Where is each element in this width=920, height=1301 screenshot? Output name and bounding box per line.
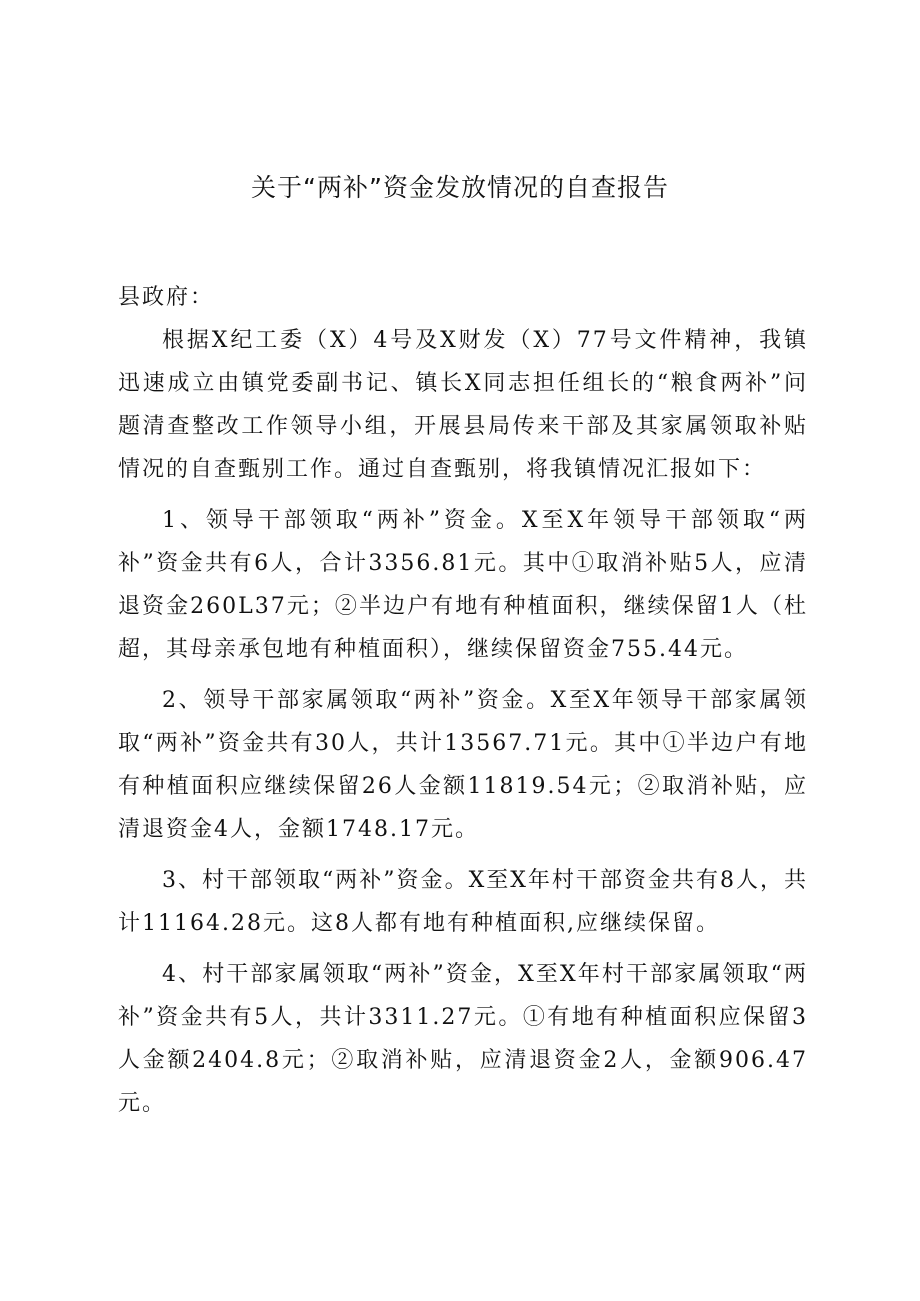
document-body — [118, 276, 808, 1125]
paragraph-item-1: 1、领导干部领取“两补”资金。X至X年领导干部领取“两补”资金共有6人，合计3356.81元。其中①取消补贴5人，应清退资金260L37元；②半边户有地有种植面积，继续保留1人（杜超，其母亲承包地有种植面积），继续保留资金755.44元。 — [118, 508, 808, 662]
salutation: 县政府： — [118, 285, 215, 310]
paragraph-item-2: 2、领导干部家属领取“两补”资金。X至X年领导干部家属领取“两补”资金共有30人，共计13567.71元。其中①半边户有地有种植面积应继续保留26人金额11819.54元；②取消补贴，应清退资金4人，金额1748.17元。 — [118, 688, 808, 842]
paragraph-item-4: 4、村干部家属领取“两补”资金，X至X年村干部家属领取“两补”资金共有5人，共计3311.27元。①有地有种植面积应保留3人金额2404.8元；②取消补贴，应清退资金2人，金额906.47元。 — [118, 962, 808, 1116]
paragraph-item-3: 3、村干部领取“两补”资金。X至X年村干部资金共有8人，共计11164.28元。这8人都有地有种植面积,应继续保留。 — [118, 868, 808, 936]
document-title: 关于“两补”资金发放情况的自查报告 — [251, 173, 669, 202]
paragraph-intro: 根据X纪工委（X）4号及X财发（X）77号文件精神，我镇迅速成立由镇党委副书记、镇长X同志担任组长的“粮食两补”问题清查整改工作领导小组，开展县局传来干部及其家属领取补贴情况的自查甄别工作。通过自查甄别，将我镇情况汇报如下： — [118, 328, 808, 482]
